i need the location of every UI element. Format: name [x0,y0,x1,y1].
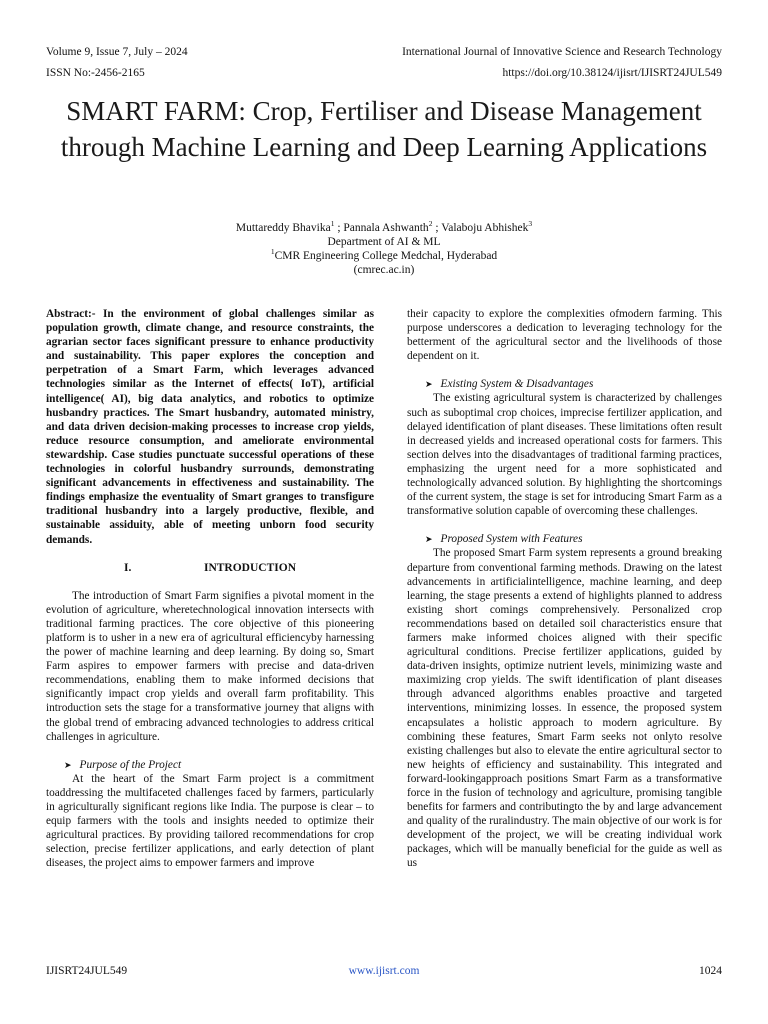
intro-paragraph: The introduction of Smart Farm signifies a pivotal moment in the evolution of agriculture, wheretechnological innovation intersects with traditional farming practices. The core objective of this pioneering platform is to usher in a new era of agricultural efficiencyby harnessing the power of machine learning and deep learning. By doing so, Smart Farm aspires to empower farmers with precise and data-driven recommendations, enabling them to make informed decisions that significantly impact crop yields and overall farm profitability. This introduction sets the stage for a transformative journey that aligns with the global trend of embracing advanced technologies to address critical challenges in agriculture. [46,589,374,743]
volume-info: Volume 9, Issue 7, July – 2024 [46,46,188,58]
subheading-proposed-system [407,532,722,546]
college-site: (cmrec.ac.in) [353,264,415,276]
college [40,249,728,263]
author-sup: 3 [528,219,533,229]
journal-name: International Journal of Innovative Science and Research Technology [402,46,722,58]
author-name: Muttareddy Bhavika [235,222,331,234]
purpose-continuation: their capacity to explore the complexities ofmodern farming. This purpose underscores a dedication to leveraging technology for the betterment of the agricultural sector and the livelihoods of those dependent on it. [407,308,722,363]
purpose-paragraph: At the heart of the Smart Farm project is a commitment toaddressing the multifaceted challenges faced by farmers, particularly in agriculturally significant regions like India. The purpose is clear – to equip farmers with the tools and insights needed to optimize their agricultural practices. By providing tailored recommendations for crop selection, precise fertilizer applications, and early detection of plant diseases, the project aims to empower farmers and improve [46,772,374,870]
issn: ISSN No:-2456-2165 [46,67,145,79]
section-title: INTRODUCTION [203,561,296,574]
doi-link[interactable]: https://doi.org/10.38124/ijisrt/IJISRT24JUL549 [502,67,722,79]
arrow-bullet-icon: ➤ [64,759,72,770]
author-sup: 1 [330,219,335,229]
subheading-existing-system [407,377,722,391]
department: Department of AI & ML [327,236,441,248]
left-column [46,307,374,870]
section-heading-introduction [46,561,374,575]
college-name: CMR Engineering College Medchal, Hyderabad [274,250,498,262]
paper-title: SMART FARM: Crop, Fertiliser and Disease Management through Machine Learning and Deep Learning Applications [60,96,708,162]
subheading-purpose [46,758,374,772]
arrow-bullet-icon: ➤ [425,379,433,390]
author-name: Valaboju Abhishek [441,222,529,234]
footer-site-link[interactable]: www.ijisrt.com [348,965,420,977]
college-sup: 1 [270,247,275,257]
author-name: Pannala Ashwanth [343,222,429,234]
right-column [407,307,722,871]
subheading-label: Existing System & Disadvantages [440,378,594,391]
arrow-bullet-icon: ➤ [425,534,433,545]
page-number: 1024 [699,965,722,977]
proposed-paragraph: The proposed Smart Farm system represents a ground breaking departure from conventional farming methods. Drawing on the latest advancements in artificialintelligence, machine learning, and deep learning, the stage presents a extend of highlights planned to address existing short comings comprehensively. Personalized crop recommendations based on detailed soil characteristics ensure that farmers make informed choices aligned with their specific agricultural conditions. Precise fertilizer applications, guided by data-driven insights, optimize nutrient levels, minimizing waste and maximizing crop yields. The swift identification of plant diseases through advanced algorithms enables proactive and targeted interventions, minimizing losses. In essence, the proposed system encapsulates a holistic approach to modern agriculture. By combining these features, Smart Farm seeks not onlyto resolve existing challenges but also to elevate the entire agricultural sector to new heights of efficiency and sustainability. This integrated and forward-lookingapproach positions Smart Farm as a transformative force in the fusion of technology and agriculture, promising tangible benefits for farmers and contributingto the by and large advancement and quality of the ruralindustry. The main objective of our work is for development of the project, we will be creating individual work packages, which will be manually beneficial for the guide as well as us [407,547,722,870]
subheading-label: Proposed System with Features [440,533,583,546]
section-number: I. [123,561,132,574]
abstract: Abstract:- In the environment of global challenges similar as population growth, climate change, and resource constraints, the agrarian sector faces significant pressure to enhance productivity and sustainability. This paper explores the conception and perpetration of a Smart Farm, which leverages advanced technologies similar as the Internet of effects( IoT), artificial intelligence( AI), big data analytics, and robotics to optimize husbandry practices. The Smart husbandry, automated ministry, and data driven decision-making processes to increase crop yields, reduce resource consumption, and ameliorate environmental stewardship. Case studies punctuate successful operations of these technologies in colorful husbandry surrounds, demonstrating significant advancements in effectiveness and sustainability. The findings emphasize the eventuality of Smart granges to transfigure traditional husbandry into a largely productive, flexible, and sustainable assiduity, able of meeting unborn food security demands. [46,308,374,546]
author-sup: 2 [428,219,433,229]
footer-paper-id: IJISRT24JUL549 [46,965,128,977]
subheading-label: Purpose of the Project [79,758,182,771]
author-list: Muttareddy Bhavika$^1$ ; Pannala Ashwanth$^2$ ; Valaboju Abhishek$^3$ [235,219,533,234]
existing-paragraph: The existing agricultural system is characterized by challenges such as suboptimal crop choices, imprecise fertilizer application, and delayed identification of plant diseases. These limitations often result in decreased yields and increased operational costs for farmers. This section delves into the disadvantages of traditional farming practices, emphasizing the urgent need for a more sophisticated and technologically advanced solution. By highlighting the shortcomings of the current system, the stage is set for introducing Smart Farm as a transformative solution capable of overcoming these challenges. [407,392,722,518]
